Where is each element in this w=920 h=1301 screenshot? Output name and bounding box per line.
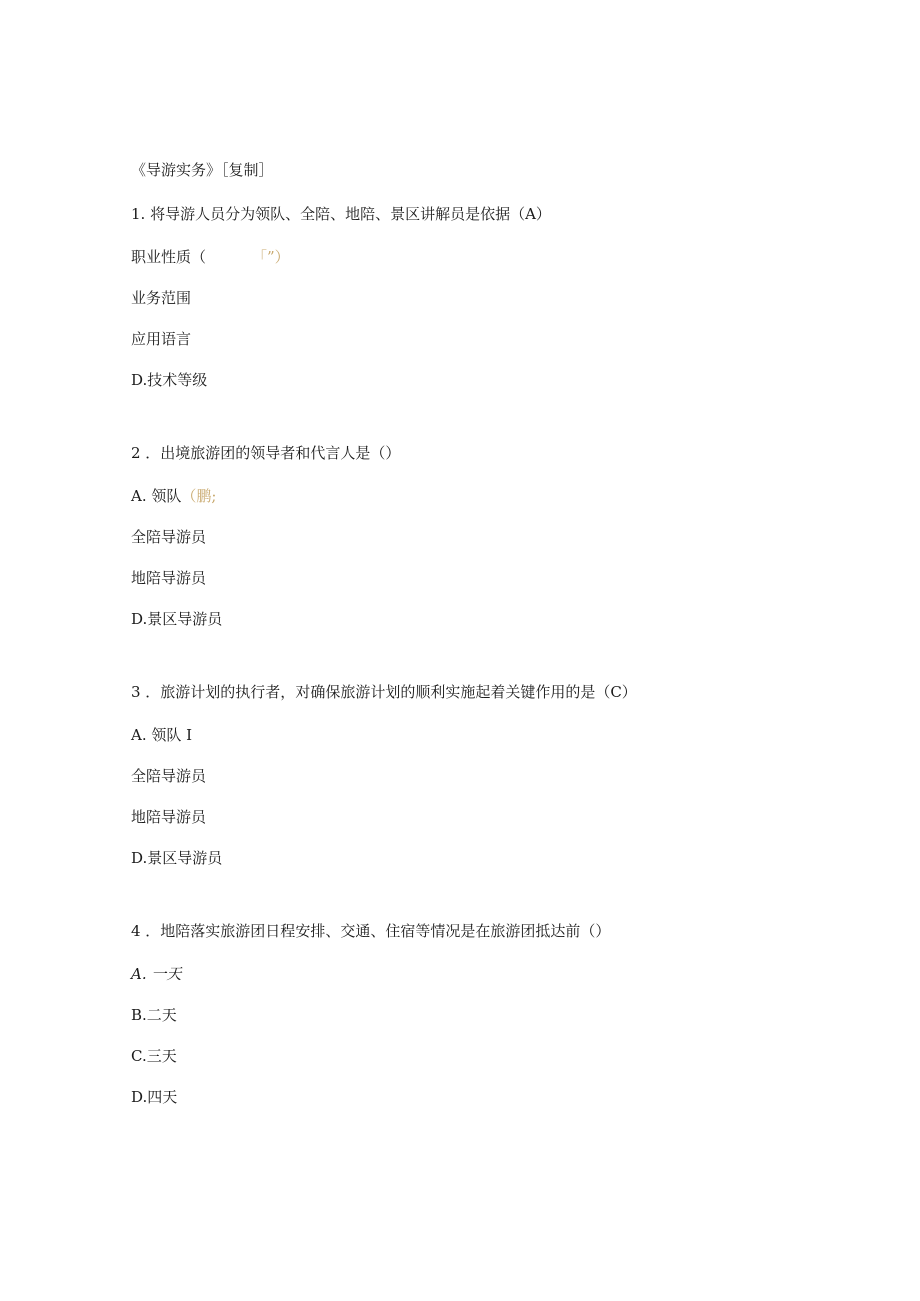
question-1-option-4: D.技术等级 — [131, 371, 208, 389]
question-3-option-1: A. 领队 I — [131, 726, 193, 744]
question-1-option-3: 应用语言 — [131, 330, 192, 348]
handwritten-annotation: （鹏; — [181, 487, 217, 505]
question-3-option-4: D.景区导游员 — [131, 849, 223, 867]
question-2-option-1 — [131, 486, 216, 506]
question-3-option-2: 全陪导游员 — [131, 767, 207, 785]
question-1-option-2: 业务范围 — [131, 289, 192, 307]
question-2-stem: 2 ．出境旅游团的领导者和代言人是（） — [131, 444, 401, 462]
question-4-option-2: B.二天 — [131, 1006, 177, 1024]
option-text: 职业性质（ — [131, 248, 207, 266]
question-3-option-3: 地陪导游员 — [131, 808, 207, 826]
question-2-option-4: D.景区导游员 — [131, 610, 223, 628]
question-4-stem: 4 ．地陪落实旅游团日程安排、交通、住宿等情况是在旅游团抵达前（） — [131, 922, 611, 940]
question-4-option-3: C.三天 — [131, 1047, 177, 1065]
question-4-option-1: A. 一天 — [131, 965, 182, 983]
question-4-option-4: D.四天 — [131, 1088, 178, 1106]
document-title: 《导游实务》［复制］ — [131, 161, 274, 179]
question-2-option-2: 全陪导游员 — [131, 528, 207, 546]
question-1-stem: 1. 将导游人员分为领队、全陪、地陪、景区讲解员是依据（A） — [131, 205, 551, 223]
question-1-option-1 — [131, 247, 290, 267]
option-text: A. 领队 — [131, 487, 182, 505]
question-3-stem: 3 ．旅游计划的执行者，对确保旅游计划的顺利实施起着关键作用的是（C） — [131, 683, 637, 701]
handwritten-annotation: 「”） — [252, 248, 290, 266]
question-2-option-3: 地陪导游员 — [131, 569, 207, 587]
